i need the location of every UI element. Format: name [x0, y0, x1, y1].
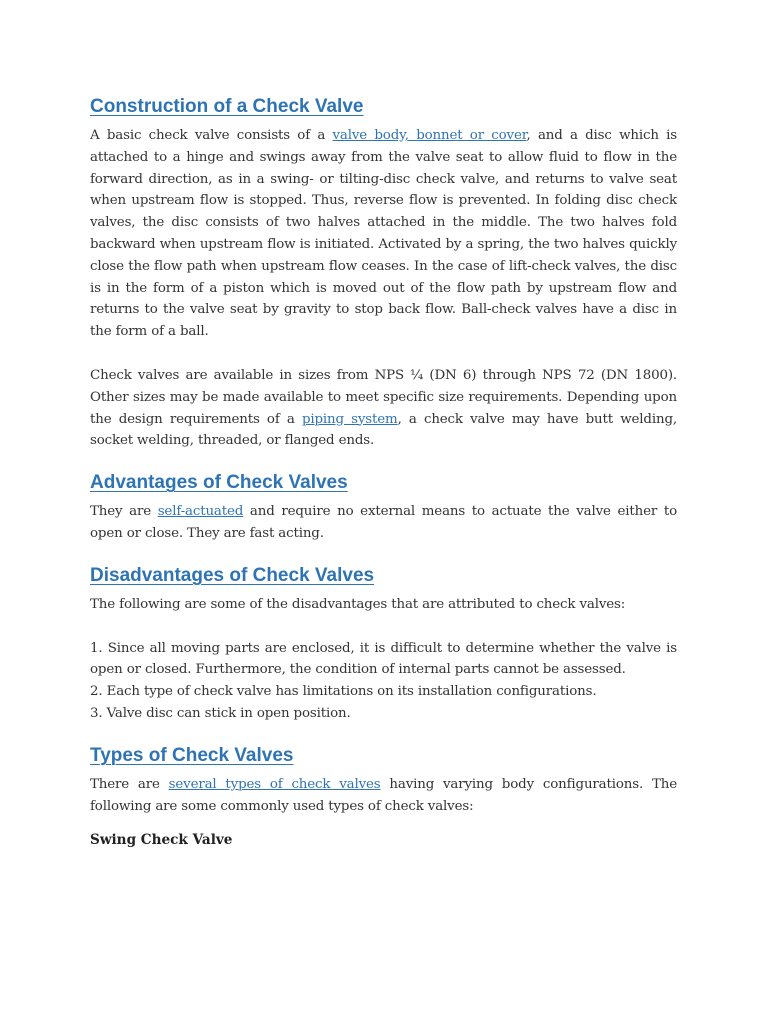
paragraph-advantages: [90, 501, 677, 545]
link-self-actuated[interactable]: self-actuated: [157, 504, 244, 520]
link-valve-body[interactable]: valve body, bonnet or cover: [332, 128, 527, 143]
paragraph-disadvantages-intro: The following are some of the disadvantages that are attributed to check valves:: [90, 596, 626, 612]
paragraph-construction-1: [90, 125, 677, 343]
paragraph-construction-2: [90, 365, 677, 452]
link-types-of-check-valves[interactable]: several types of check valves: [168, 776, 381, 792]
paragraph-types: [90, 774, 677, 818]
text-segment: There are: [90, 776, 169, 792]
text-segment: and require no external means to actuate the valve either to open or close. They are fast acting.: [90, 504, 677, 541]
list-item-disadvantage-3: 3. Valve disc can stick in open position.: [90, 705, 351, 721]
list-item-disadvantage-2: 2. Each type of check valve has limitations on its installation configurations.: [90, 684, 597, 700]
text-segment: Check valves are available in sizes from NPS ¼ (DN 6) through NPS 72 (DN 1800). Other sizes may be made available to meet specific size requirements. Depending upon the design requirements of a: [90, 367, 677, 427]
text-segment: , a check valve may have butt welding, socket welding, threaded, or flanged ends.: [90, 411, 677, 449]
text-segment: A basic check valve consists of a: [90, 128, 333, 143]
text-segment: having varying body configurations. The following are some commonly used types of check valves:: [90, 776, 677, 814]
article-body: [90, 93, 677, 851]
text-segment: They are: [90, 504, 158, 520]
text-segment: , and a disc which is attached to a hinge and swings away from the valve seat to allow fluid to flow in the forward direction, as in a swing- or tilting-disc check valve, and returns to valve seat when upstream flow is stopped. Thus, reverse flow is prevented. In folding disc check valves, the disc consists of two halves attached in the middle. The two halves fold backward when upstream flow is initiated. Activated by a spring, the two halves quickly close the flow path when upstream flow ceases. In the case of lift-check valves, the disc is in the form of a piston which is moved out of the flow path by upstream flow and returns to the valve seat by gravity to stop back flow. Ball-check valves have a disc in the form of a ball.: [90, 128, 677, 340]
heading-advantages: Advantages of Check Valves: [90, 472, 348, 494]
link-piping-system[interactable]: piping system: [301, 411, 398, 427]
heading-construction: Construction of a Check Valve: [90, 96, 364, 117]
heading-types: Types of Check Valves: [90, 744, 294, 766]
subheading-swing-check-valve: Swing Check Valve: [90, 832, 233, 849]
list-item-disadvantage-1: 1. Since all moving parts are enclosed, it is difficult to determine whether the valve is open or closed. Furthermore, the condition of internal parts cannot be assessed.: [90, 640, 677, 678]
heading-disadvantages: Disadvantages of Check Valves: [90, 564, 375, 586]
